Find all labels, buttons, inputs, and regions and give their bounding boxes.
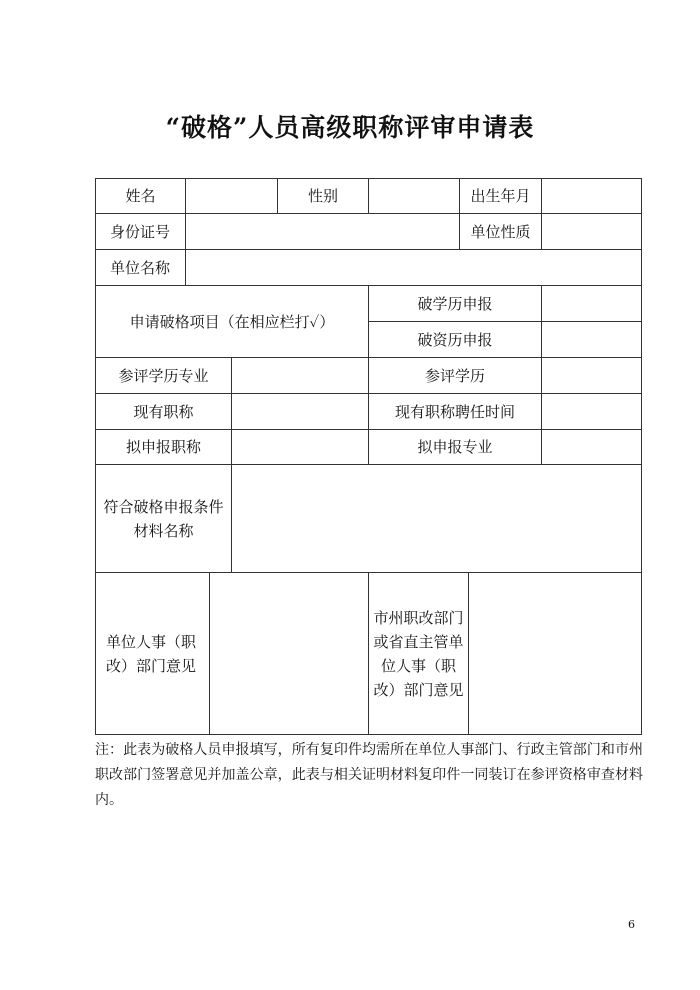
current-title-time-label: 现有职称聘任时间 [369,394,542,430]
proposed-title-field[interactable] [232,430,369,465]
id-label: 身份证号 [96,214,186,250]
unit-name-field[interactable] [186,250,642,286]
birth-field[interactable] [542,179,642,214]
name-field[interactable] [186,179,278,214]
materials-label: 符合破格申报条件材料名称 [96,465,232,573]
unit-hr-opinion-label: 单位人事（职改）部门意见 [96,573,210,735]
edu-apply-label: 破学历申报 [369,286,542,322]
current-title-label: 现有职称 [96,394,232,430]
materials-field[interactable] [232,465,642,573]
proposed-title-label: 拟申报职称 [96,430,232,465]
edu-field[interactable] [542,358,642,394]
proposed-major-field[interactable] [542,430,642,465]
edu-apply-checkbox[interactable] [542,286,642,322]
form-row-unit-name [96,250,642,286]
form-row-current-title [96,394,642,430]
qual-apply-checkbox[interactable] [542,322,642,358]
gender-label: 性别 [278,179,369,214]
apply-project-label: 申请破格项目（在相应栏打✓） [96,286,369,358]
current-title-time-field[interactable] [542,394,642,430]
application-form [95,178,642,735]
form-row-proposed [96,430,642,465]
form-row-name [96,179,642,214]
form-row-apply-edu [96,286,642,322]
page-number: 6 [628,918,635,931]
edu-label: 参评学历 [369,358,542,394]
unit-hr-opinion-field[interactable] [210,573,369,735]
id-field[interactable] [186,214,460,250]
proposed-major-label: 拟申报专业 [369,430,542,465]
city-hr-opinion-field[interactable] [469,573,642,735]
qual-apply-label: 破资历申报 [369,322,542,358]
form-row-id [96,214,642,250]
unit-nature-field[interactable] [542,214,642,250]
birth-label: 出生年月 [460,179,542,214]
major-label: 参评学历专业 [96,358,232,394]
city-hr-opinion-label: 市州职改部门或省直主管单位人事（职改）部门意见 [369,573,469,735]
footnote: 注：此表为破格人员申报填写，所有复印件均需所在单位人事部门、行政主管部门和市州职改部门签署意见并加盖公章，此表与相关证明材料复印件一同装订在参评资格审查材料内。 [95,742,643,808]
name-label: 姓名 [96,179,186,214]
form-row-major [96,358,642,394]
major-field[interactable] [232,358,369,394]
page-title: “破格”人员高级职称评审申请表 [165,113,535,142]
gender-field[interactable] [369,179,460,214]
current-title-field[interactable] [232,394,369,430]
form-row-opinions [96,573,642,735]
unit-name-label: 单位名称 [96,250,186,286]
unit-nature-label: 单位性质 [460,214,542,250]
form-row-materials [96,465,642,573]
